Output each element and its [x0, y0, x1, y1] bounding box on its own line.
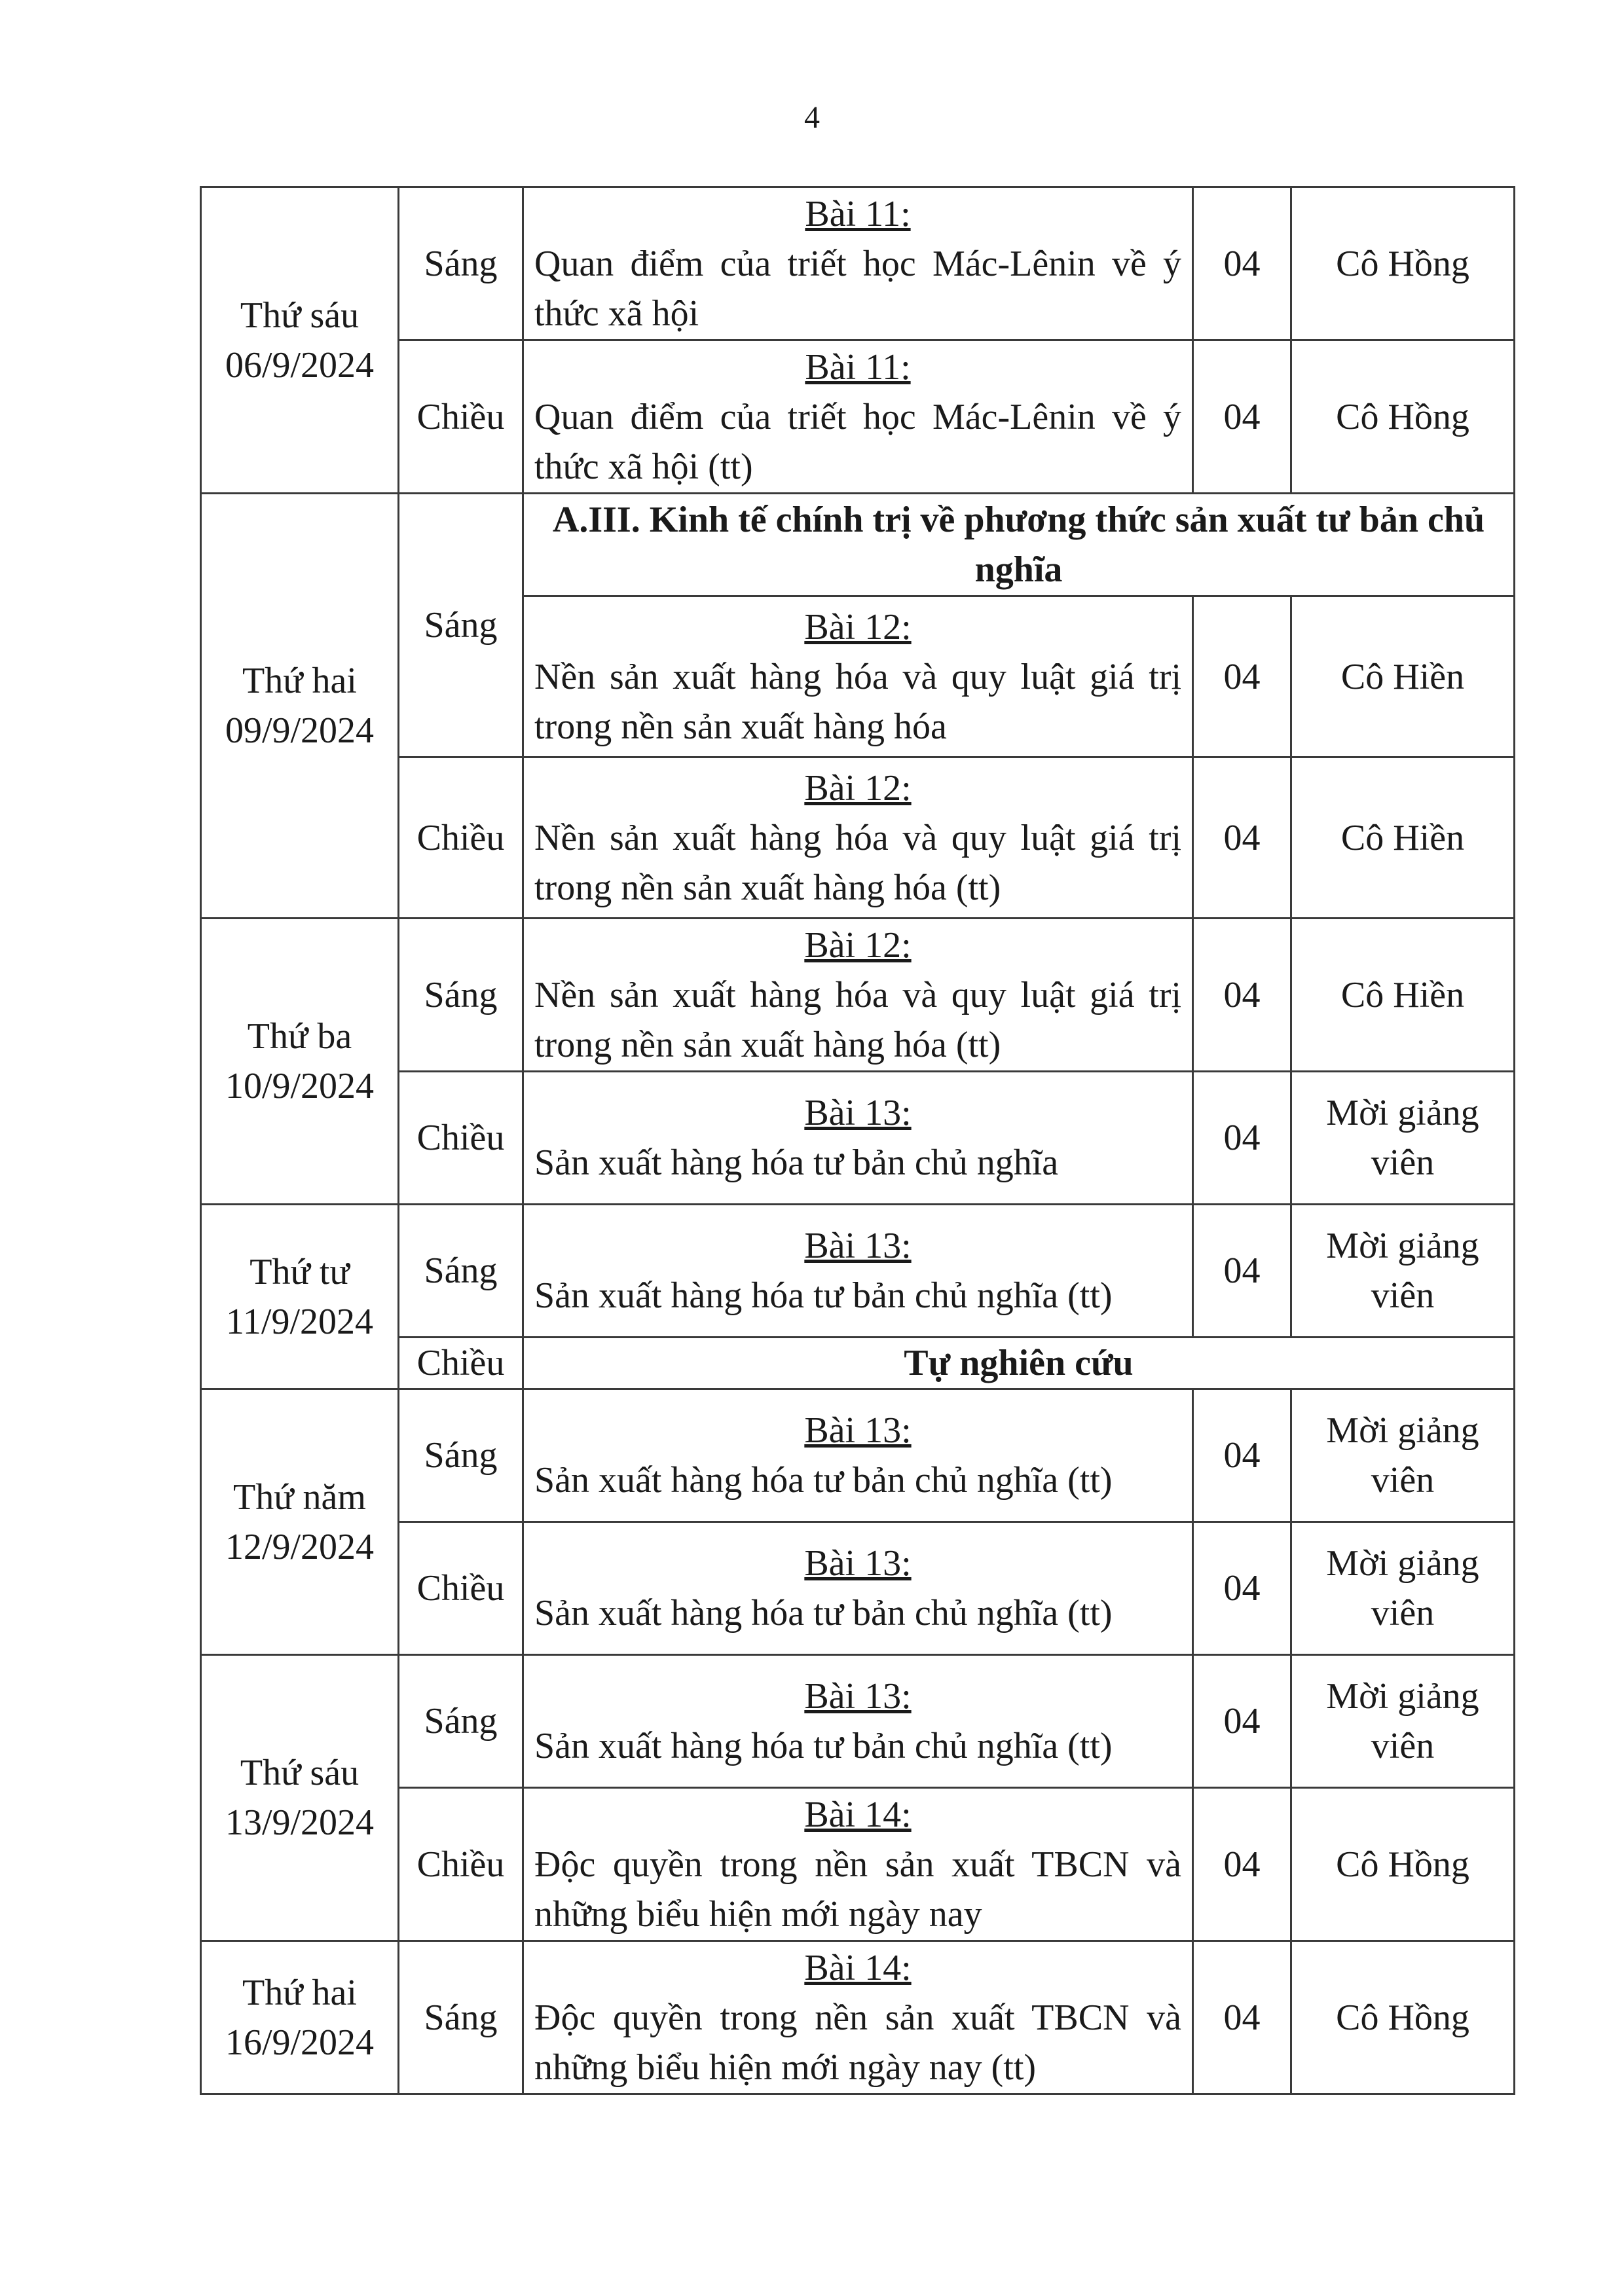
session-cell: Sáng — [399, 187, 523, 340]
teacher-cell — [1291, 757, 1515, 919]
day-name: Thứ tư — [249, 1251, 350, 1292]
teacher-cell — [1291, 919, 1515, 1072]
lesson-topic: Nền sản xuất hàng hóa và quy luật giá trị trong nền sản xuất hàng hóa — [534, 656, 1181, 747]
session-cell: Chiều — [399, 1788, 523, 1941]
lesson-topic: Nền sản xuất hàng hóa và quy luật giá trị trong nền sản xuất hàng hóa (tt) — [534, 974, 1181, 1065]
lesson-number: Bài 11: — [805, 346, 911, 388]
lesson-cell — [523, 1072, 1193, 1205]
lesson-cell — [523, 1522, 1193, 1655]
lesson-topic: Sản xuất hàng hóa tư bản chủ nghĩa (tt) — [534, 1726, 1113, 1766]
lesson-topic: Nền sản xuất hàng hóa và quy luật giá trị trong nền sản xuất hàng hóa (tt) — [534, 817, 1181, 908]
table-row — [201, 919, 1515, 1072]
lesson-cell — [523, 340, 1193, 494]
lesson-cell — [523, 1788, 1193, 1941]
teacher-cell — [1291, 340, 1515, 494]
teacher-name: Cô Hồng — [1336, 1844, 1469, 1885]
teacher-name: Cô Hiền — [1340, 817, 1465, 858]
session-cell: Chiều — [399, 1338, 523, 1389]
lesson-number: Bài 13: — [804, 1226, 912, 1266]
lesson-cell — [523, 757, 1193, 919]
lesson-cell — [523, 187, 1193, 340]
teacher-name-line-2: viên — [1371, 1726, 1435, 1766]
day-name: Thứ hai — [242, 661, 357, 701]
table-row — [201, 494, 1515, 596]
day-name: Thứ hai — [242, 1972, 357, 2013]
lesson-topic: Sản xuất hàng hóa tư bản chủ nghĩa (tt) — [534, 1460, 1113, 1501]
hours-cell: 04 — [1193, 1205, 1291, 1338]
hours-cell: 04 — [1193, 1389, 1291, 1522]
session-cell: Sáng — [399, 1655, 523, 1788]
lesson-topic: Độc quyền trong nền sản xuất TBCN và những biểu hiện mới ngày nay (tt) — [534, 1997, 1181, 2088]
lesson-number: Bài 13: — [804, 1543, 912, 1584]
teacher-name: Mời giảng — [1326, 1676, 1479, 1717]
teacher-cell — [1291, 1941, 1515, 2094]
day-cell — [201, 1655, 399, 1941]
lesson-cell — [523, 1389, 1193, 1522]
day-cell — [201, 494, 399, 919]
section-heading: A.III. Kinh tế chính trị về phương thức sản xuất tư bản chủ nghĩa — [523, 494, 1515, 596]
teacher-name: Mời giảng — [1326, 1093, 1479, 1133]
hours-cell: 04 — [1193, 187, 1291, 340]
teacher-cell — [1291, 1205, 1515, 1338]
day-date: 09/9/2024 — [225, 710, 375, 751]
lesson-cell — [523, 1205, 1193, 1338]
day-cell — [201, 1941, 399, 2094]
lesson-cell — [523, 596, 1193, 757]
hours-cell: 04 — [1193, 919, 1291, 1072]
hours-cell: 04 — [1193, 757, 1291, 919]
day-name: Thứ ba — [247, 1016, 352, 1057]
lesson-number: Bài 13: — [804, 1093, 912, 1133]
lesson-topic: Sản xuất hàng hóa tư bản chủ nghĩa — [534, 1142, 1059, 1183]
lesson-topic: Sản xuất hàng hóa tư bản chủ nghĩa (tt) — [534, 1275, 1113, 1316]
teacher-name: Cô Hiền — [1340, 974, 1465, 1015]
teacher-name-line-2: viên — [1371, 1142, 1435, 1183]
teacher-name: Cô Hồng — [1336, 396, 1469, 437]
lesson-topic: Quan điểm của triết học Mác-Lênin về ý thức xã hội (tt) — [534, 396, 1181, 487]
teacher-name: Cô Hiền — [1340, 656, 1465, 697]
day-cell — [201, 919, 399, 1205]
lesson-number: Bài 14: — [804, 1794, 912, 1835]
hours-cell: 04 — [1193, 596, 1291, 757]
teacher-name-line-2: viên — [1371, 1593, 1435, 1633]
lesson-number: Bài 11: — [805, 193, 911, 234]
session-cell: Chiều — [399, 757, 523, 919]
lesson-number: Bài 14: — [804, 1947, 912, 1988]
lesson-number: Bài 12: — [804, 924, 912, 966]
lesson-number: Bài 12: — [804, 767, 912, 809]
day-date: 13/9/2024 — [225, 1802, 375, 1843]
lesson-cell — [523, 1655, 1193, 1788]
session-cell: Chiều — [399, 1072, 523, 1205]
lesson-topic: Quan điểm của triết học Mác-Lênin về ý thức xã hội — [534, 243, 1181, 334]
session-cell: Sáng — [399, 1941, 523, 2094]
table-row — [201, 1205, 1515, 1338]
teacher-cell — [1291, 1788, 1515, 1941]
table-row — [201, 1941, 1515, 2094]
table-row — [201, 187, 1515, 340]
teacher-name-line-2: viên — [1371, 1275, 1435, 1316]
teacher-name: Mời giảng — [1326, 1543, 1479, 1584]
teacher-name: Cô Hồng — [1336, 1997, 1469, 2038]
table-row — [201, 1655, 1515, 1788]
teacher-cell — [1291, 1072, 1515, 1205]
self-study-heading: Tự nghiên cứu — [523, 1338, 1515, 1389]
session-cell: Chiều — [399, 1522, 523, 1655]
table-row — [201, 1389, 1515, 1522]
session-cell: Sáng — [399, 919, 523, 1072]
hours-cell: 04 — [1193, 340, 1291, 494]
day-name: Thứ năm — [233, 1476, 366, 1518]
teacher-name: Mời giảng — [1326, 1410, 1479, 1451]
day-date: 16/9/2024 — [225, 2022, 375, 2063]
day-name: Thứ sáu — [240, 1753, 360, 1793]
teacher-cell — [1291, 187, 1515, 340]
hours-cell: 04 — [1193, 1941, 1291, 2094]
teacher-cell — [1291, 1655, 1515, 1788]
lesson-number: Bài 13: — [804, 1676, 912, 1717]
day-date: 06/9/2024 — [225, 344, 375, 386]
lesson-cell — [523, 1941, 1193, 2094]
teacher-name: Cô Hồng — [1336, 243, 1469, 284]
teacher-cell — [1291, 596, 1515, 757]
session-cell: Sáng — [399, 1389, 523, 1522]
day-cell — [201, 187, 399, 494]
session-cell: Sáng — [399, 1205, 523, 1338]
hours-cell: 04 — [1193, 1788, 1291, 1941]
session-cell: Chiều — [399, 340, 523, 494]
lesson-cell — [523, 919, 1193, 1072]
day-cell — [201, 1389, 399, 1655]
hours-cell: 04 — [1193, 1522, 1291, 1655]
hours-cell: 04 — [1193, 1072, 1291, 1205]
teacher-cell — [1291, 1389, 1515, 1522]
day-date: 10/9/2024 — [225, 1066, 375, 1106]
day-date: 12/9/2024 — [225, 1526, 375, 1567]
teacher-cell — [1291, 1522, 1515, 1655]
day-date: 11/9/2024 — [225, 1301, 374, 1342]
schedule-table — [200, 186, 1515, 2095]
hours-cell: 04 — [1193, 1655, 1291, 1788]
lesson-number: Bài 13: — [804, 1410, 912, 1451]
teacher-name-line-2: viên — [1371, 1460, 1435, 1501]
lesson-number: Bài 12: — [804, 606, 912, 647]
day-cell — [201, 1205, 399, 1389]
lesson-topic: Độc quyền trong nền sản xuất TBCN và những biểu hiện mới ngày nay — [534, 1844, 1181, 1935]
session-cell: Sáng — [399, 494, 523, 757]
lesson-topic: Sản xuất hàng hóa tư bản chủ nghĩa (tt) — [534, 1593, 1113, 1633]
day-name: Thứ sáu — [240, 295, 360, 336]
teacher-name: Mời giảng — [1326, 1226, 1479, 1266]
page-number: 4 — [804, 100, 820, 135]
